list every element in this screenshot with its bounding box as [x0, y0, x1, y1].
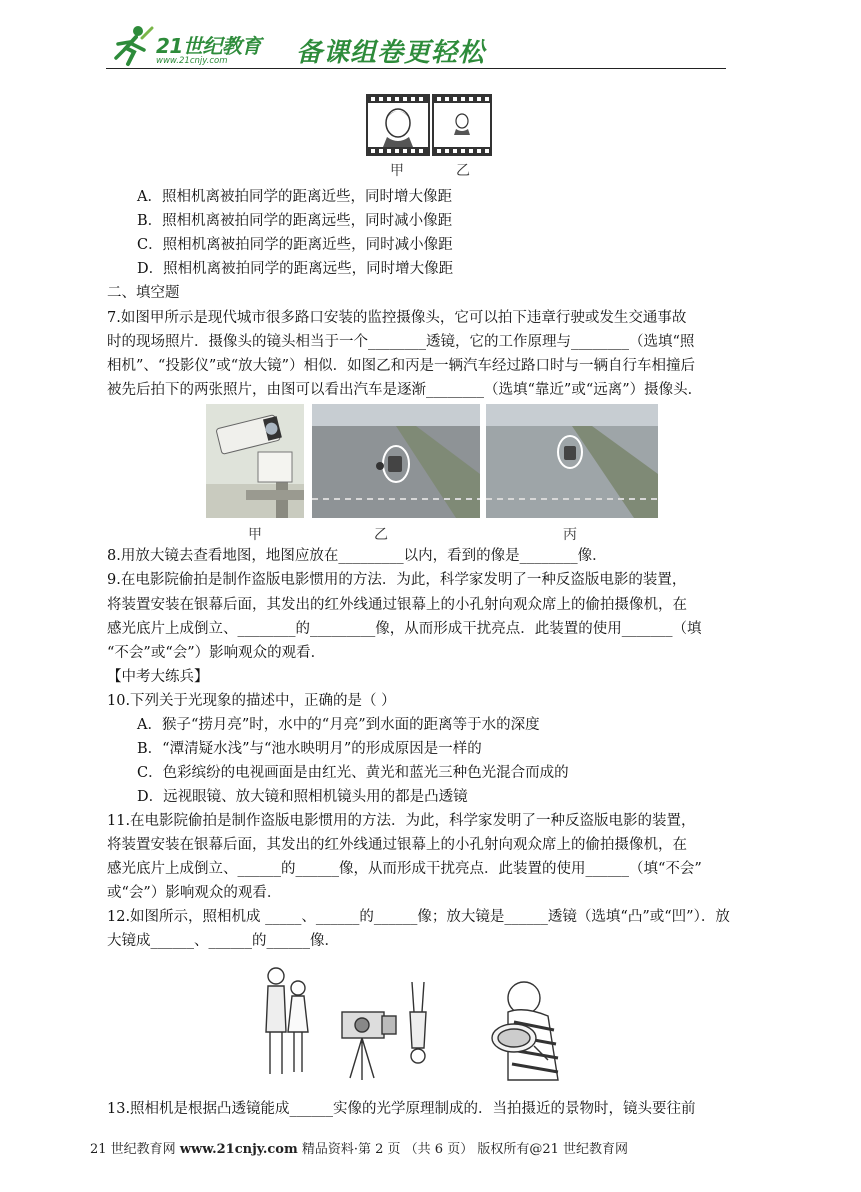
q7-label-yi: 乙: [374, 527, 388, 543]
q11-line-3: 感光底片上成倒立、______的______像，从而形成干扰亮点．此装置的使用______（填“不会”: [107, 861, 702, 877]
q12-line-1: 12.如图所示，照相机成 _____、______的______像；放大镜是______透镜（选填“凸”或“凹”）．放: [107, 909, 730, 925]
footer-site: 21 世纪教育网: [90, 1142, 176, 1157]
q9-line-2: 将装置安装在银幕后面，其发出的红外线通过银幕上的小孔射向观众席上的偷拍摄像机，在: [107, 597, 687, 613]
q13-line: 13.照相机是根据凸透镜能成______实像的光学原理制成的．当拍摄近的景物时，镜头要往前: [107, 1101, 696, 1117]
q10-option-a: A．猴子“捞月亮”时，水中的“月亮”到水面的距离等于水的深度: [137, 717, 540, 733]
q9-line-4: “不会”或“会”）影响观众的观看．: [107, 645, 326, 661]
q6-label-yi: 乙: [456, 163, 470, 179]
page-header: [106, 24, 726, 72]
q10-option-c: C．色彩缤纷的电视画面是由红光、黄光和蓝光三种色光混合而成的: [137, 765, 569, 781]
q7-line-1: 7.如图甲所示是现代城市很多路口安装的监控摄像头，它可以拍下违章行驶或发生交通事故: [107, 310, 687, 326]
q12-camera-magnifier-figure: [258, 962, 598, 1088]
q10-option-b: B．“潭清疑水浅”与“池水映明月”的形成原因是一样的: [137, 741, 482, 757]
q11-line-4: 或“会”）影响观众的观看．: [107, 885, 282, 901]
q6-option-d: D．照相机离被拍同学的距离远些，同时增大像距: [137, 261, 454, 277]
section-heading-exam: 【中考大练兵】: [107, 669, 209, 685]
q6-option-c: C．照相机离被拍同学的距离近些，同时减小像距: [137, 237, 453, 253]
q6-film-frames-figure: [365, 93, 495, 157]
q7-line-4: 被先后拍下的两张照片，由图可以看出汽车是逐渐________（选填“靠近”或“远离”）摄像头．: [107, 382, 703, 398]
q8-line: 8.用放大镜去查看地图，地图应放在_________以内，看到的像是________像．: [107, 548, 607, 564]
q11-line-2: 将装置安装在银幕后面，其发出的红外线通过银幕上的小孔射向观众席上的偷拍摄像机，在: [107, 837, 687, 853]
q7-label-bing: 丙: [563, 527, 577, 543]
q9-line-1: 9.在电影院偷拍是制作盗版电影惯用的方法．为此，科学家发明了一种反盗版电影的装置，: [107, 572, 687, 588]
q7-traffic-camera-figure: [206, 404, 658, 520]
logo-url: www.21cnjy.com: [156, 56, 228, 66]
q10-stem: 10.下列关于光现象的描述中，正确的是（ ）: [107, 693, 396, 709]
section-heading-fill: 二、填空题: [107, 285, 180, 301]
footer-text: 精品资料·第 2 页 （共 6 页） 版权所有@21 世纪教育网: [301, 1142, 629, 1157]
footer-url[interactable]: www.21cnjy.com: [179, 1142, 298, 1157]
q7-line-3: 相机”、“投影仪”或“放大镜”）相似．如图乙和丙是一辆汽车经过路口时与一辆自行车相撞后: [107, 358, 696, 374]
header-slogan: 备课组卷更轻松: [296, 38, 486, 68]
runner-logo-icon: [108, 24, 154, 68]
q6-label-jia: 甲: [390, 163, 404, 179]
q6-option-a: A．照相机离被拍同学的距离近些，同时增大像距: [137, 189, 452, 205]
q7-line-2: 时的现场照片．摄像头的镜头相当于一个________透镜，它的工作原理与________（选填“照: [107, 334, 695, 350]
q9-line-3: 感光底片上成倒立、________的_________像，从而形成干扰亮点．此装置的使用_______（填: [107, 621, 702, 637]
logo-text: 21世纪教育: [156, 34, 261, 58]
q10-option-d: D．远视眼镜、放大镜和照相机镜头用的都是凸透镜: [137, 789, 468, 805]
q7-label-jia: 甲: [248, 527, 262, 543]
header-divider: [106, 68, 726, 69]
page-footer: [90, 1138, 628, 1157]
q6-option-b: B．照相机离被拍同学的距离远些，同时减小像距: [137, 213, 453, 229]
q12-line-2: 大镜成______、______的______像．: [107, 933, 339, 949]
q11-line-1: 11.在电影院偷拍是制作盗版电影惯用的方法．为此，科学家发明了一种反盗版电影的装置，: [107, 813, 696, 829]
